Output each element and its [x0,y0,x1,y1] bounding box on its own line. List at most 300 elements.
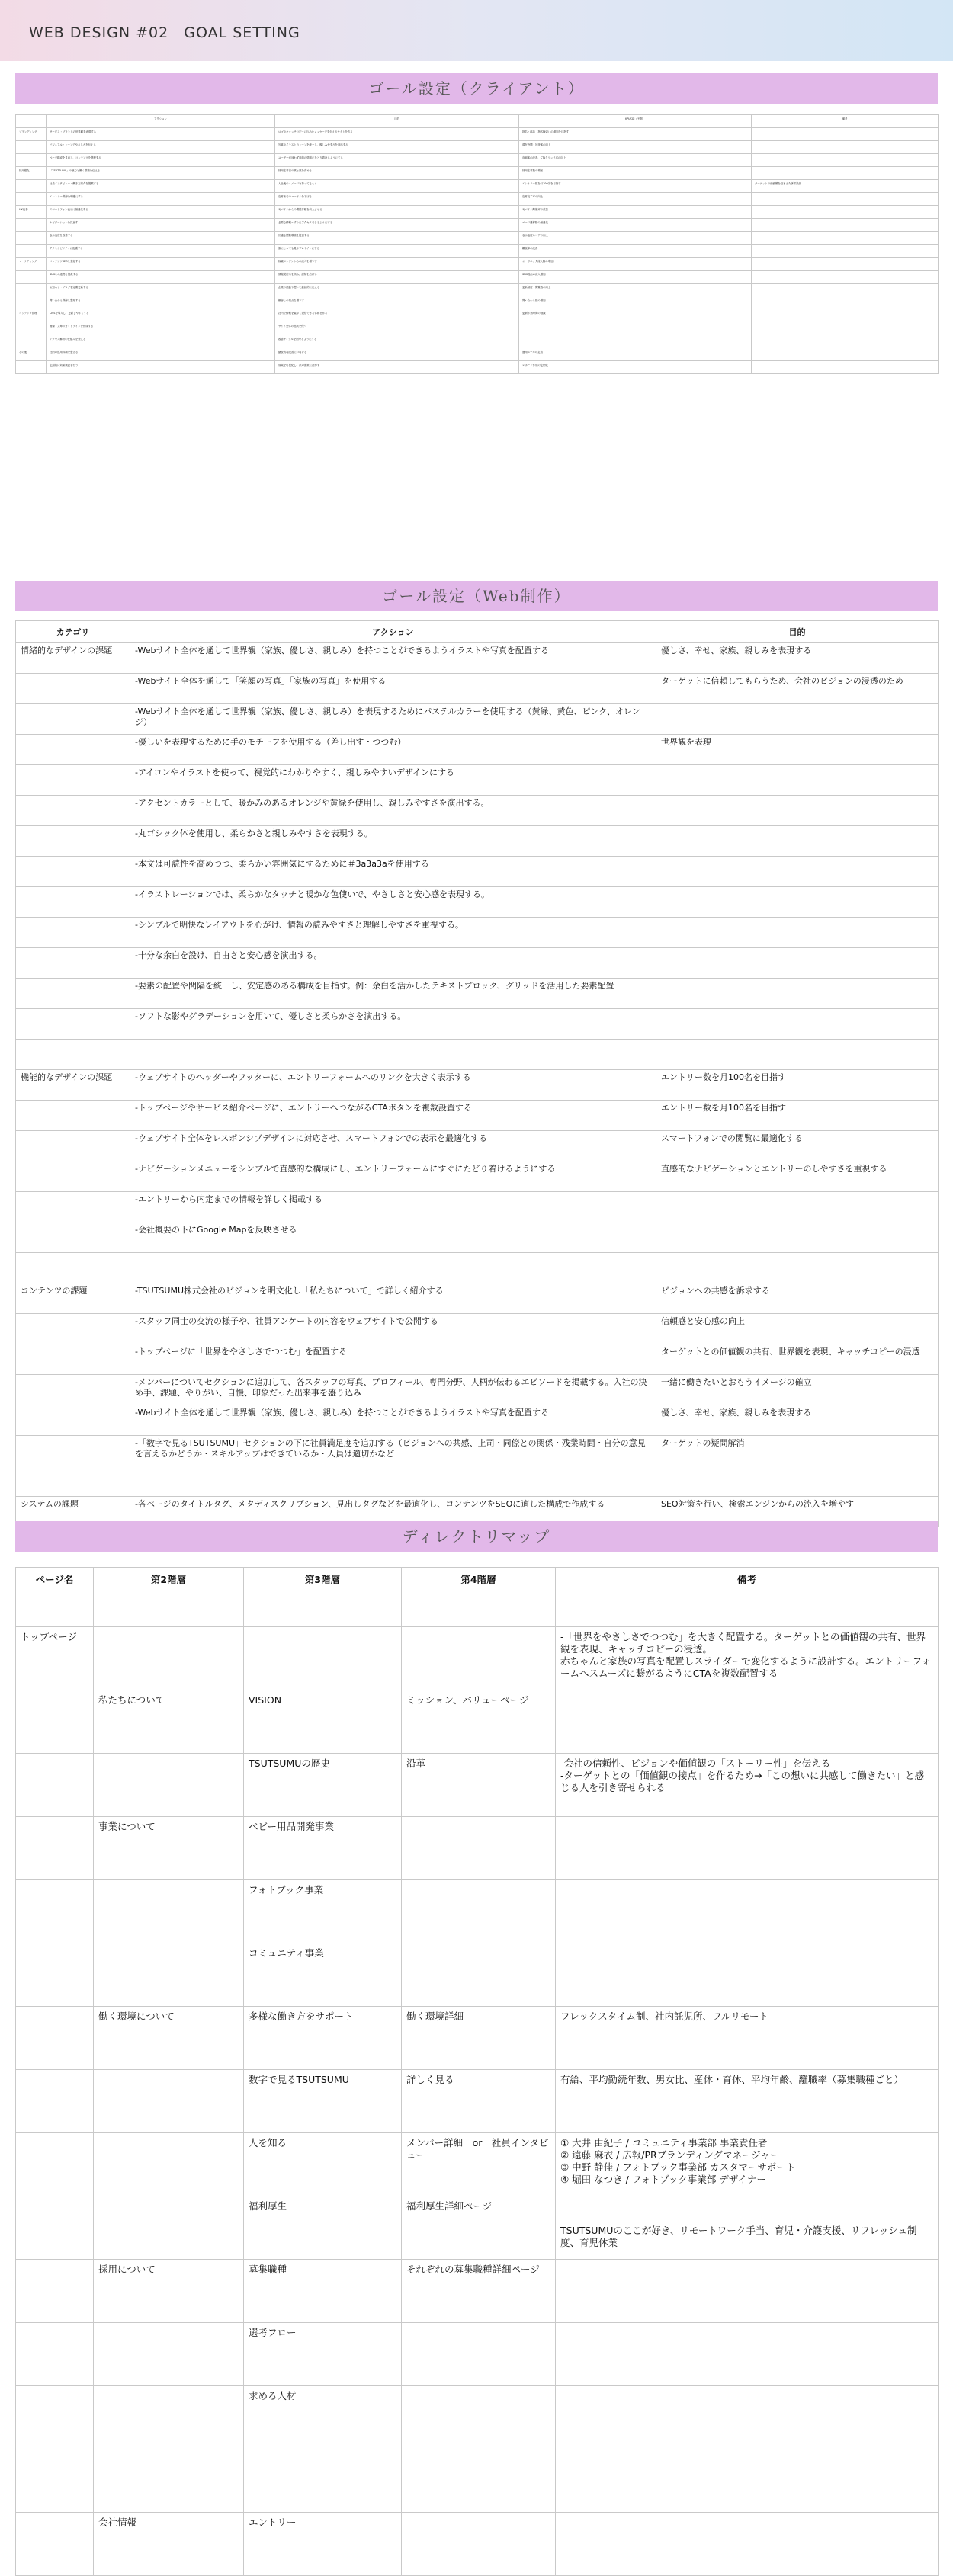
table-cell [16,2196,94,2260]
table-cell: ナビゲーションを見直す [47,219,275,232]
table-cell: コンテンツの課題 [16,1283,130,1314]
table-cell [16,1253,130,1283]
table-cell: フレックスタイム制、社内託児所、フルリモート [556,2007,939,2070]
table-cell [94,1627,244,1690]
table-row [16,1131,939,1161]
table-row [16,1314,939,1344]
table-cell [16,1222,130,1253]
table-cell: 誰にとっても見やすいサイトにする [275,245,519,258]
table-row [16,1627,939,1690]
table-cell [16,1466,130,1497]
table-cell [656,1040,939,1070]
table-cell [16,2513,94,2576]
table-cell: 更新頻度・閲覧数の向上 [519,284,752,296]
table-cell: ターゲットに信頼してもらうため、会社のビジョンの浸透のため [656,674,939,704]
sitemap-section [15,1521,938,2576]
table-row [16,1253,939,1283]
table-cell [752,322,939,335]
table-row [16,2196,939,2260]
table-cell: -各ページのタイトルタグ、メタディスクリプション、見出しタグなどを最適化し、コンテンツをSEOに適した構成で作成する [130,1497,656,1527]
table-cell [519,322,752,335]
table-cell [94,2070,244,2133]
table-cell [556,2323,939,2386]
table-cell: -Webサイト全体を通して「笑顔の写真」「家族の写真」を使用する [130,674,656,704]
table-cell: 働く環境詳細 [402,2007,556,2070]
web-goal-section [15,581,938,1527]
table-cell [16,674,130,704]
table-cell: -アクセントカラーとして、暖かみのあるオレンジや黄緑を使用し、親しみやすさを演出する。 [130,796,656,826]
table-cell [16,322,47,335]
table-cell [16,948,130,979]
table-cell: 働く環境について [94,2007,244,2070]
table-row [16,1009,939,1040]
column-header: アクション [47,115,275,128]
table-cell [16,796,130,826]
column-header [16,115,47,128]
table-cell: -「世界をやさしさでつつむ」を大きく配置する。ターゲットとの価値観の共有、世界観を表現、キャッチコピーの浸透。 赤ちゃんと家族の写真を配置しスライダーで変化するように設計する。エントリーフォームへスムーズに繋がるようにCTAを複数配置する [556,1627,939,1690]
table-row [16,245,939,258]
table-row [16,193,939,206]
table-cell: トップページ [16,1627,94,1690]
table-cell [656,1466,939,1497]
table-cell: 運用ルールの定着 [519,348,752,361]
table-cell [752,141,939,154]
table-cell: 一緒に働きたいとおもうイメージの確立 [656,1375,939,1405]
table-row [16,1466,939,1497]
table-row [16,2513,939,2576]
table-row [16,284,939,296]
page-header [0,0,953,61]
table-cell [656,918,939,948]
table-cell [752,284,939,296]
table-cell: 直帰率の改善、CTAクリック率の向上 [519,154,752,167]
table-cell [752,167,939,180]
table-cell: -優しいを表現するために手のモチーフを使用する（差し出す・つつむ） [130,735,656,765]
table-cell [556,1943,939,2007]
column-header: 第2階層 [94,1568,244,1627]
table-row [16,348,939,361]
table-cell: CMSを導入し、更新しやすくする [47,309,275,322]
table-row [16,1880,939,1943]
table-cell: VISION [244,1690,402,1754]
table-cell: オーガニック流入数の増加 [519,258,752,271]
table-cell [16,1943,94,2007]
table-cell: 情報発信力を高め、認知を広げる [275,271,519,284]
table-cell [402,1817,556,1880]
table-cell [556,1690,939,1754]
table-cell [16,979,130,1009]
table-cell: 継続的な改善につなげる [275,348,519,361]
table-cell: コンテンツ管理 [16,309,47,322]
table-cell: 画像・文章のガイドラインを作成する [47,322,275,335]
table-cell [752,206,939,219]
table-row [16,128,939,141]
table-cell: -アイコンやイラストを使って、視覚的にわかりやすく、親しみやすいデザインにする [130,765,656,796]
table-cell [16,154,47,167]
table-cell [752,258,939,271]
table-cell: -要素の配置や間隔を統一し、安定感のある構成を目指す。例：余白を活かしたテキストブロック、グリッドを活用した要素配置 [130,979,656,1009]
table-cell [16,2449,94,2513]
table-row [16,1817,939,1880]
table-cell [16,1314,130,1344]
table-cell [94,1880,244,1943]
table-cell [16,219,47,232]
table-cell [656,1222,939,1253]
table-cell: 採用応募者の質と数を高める [275,167,519,180]
table-cell: ベビー用品開発事業 [244,1817,402,1880]
table-cell [16,141,47,154]
table-row [16,2449,939,2513]
table-cell [16,1101,130,1131]
table-cell: 求める人材 [244,2386,402,2449]
column-header: 第3階層 [244,1568,402,1627]
table-cell: ページ遷移数の最適化 [519,219,752,232]
sitemap-title: ディレクトリマップ [15,1521,938,1552]
table-cell: それぞれの募集職種詳細ページ [402,2260,556,2323]
table-cell [16,765,130,796]
table-cell [656,704,939,735]
table-cell [752,128,939,141]
table-cell [656,948,939,979]
table-cell [16,1436,130,1466]
table-cell: スマートフォン表示に最適化する [47,206,275,219]
table-cell [402,1627,556,1690]
table-cell [16,918,130,948]
table-row [16,735,939,765]
table-cell: ブランディング [16,128,47,141]
table-cell [16,1690,94,1754]
table-cell [16,1161,130,1192]
table-cell [16,2260,94,2323]
table-cell [16,335,47,348]
table-cell: -トップページやサービス紹介ページに、エントリーへつながるCTAボタンを複数設置する [130,1101,656,1131]
table-cell: 滞在時間・回遊率の向上 [519,141,752,154]
table-cell [244,2449,402,2513]
table-cell: フォトブック事業 [244,1880,402,1943]
table-cell: エントリー導線を明確にする [47,193,275,206]
table-row [16,2070,939,2133]
table-row [16,167,939,180]
table-cell: コンテンツSEOを強化する [47,258,275,271]
table-cell: 応募完了率の向上 [519,193,752,206]
column-header: 備考 [556,1568,939,1627]
table-cell [16,1880,94,1943]
table-cell: モバイルからの閲覧体験を向上させる [275,206,519,219]
table-cell: -ソフトな影やグラデーションを用いて、優しさと柔らかさを演出する。 [130,1009,656,1040]
table-cell: SNSとの連携を強化する [47,271,275,284]
table-row [16,2007,939,2070]
table-cell [556,2449,939,2513]
table-cell: 選考フロー [244,2323,402,2386]
table-row [16,2133,939,2196]
table-cell: -エントリーから内定までの情報を詳しく掲載する [130,1192,656,1222]
table-row [16,1436,939,1466]
table-row [16,1283,939,1314]
sitemap-table [15,1567,939,2576]
table-row [16,2260,939,2323]
table-cell: 採用について [94,2260,244,2323]
column-header: 第4階層 [402,1568,556,1627]
table-row [16,258,939,271]
table-cell [752,348,939,361]
table-cell: 数字で見るTSUTSUMU [244,2070,402,2133]
table-cell: 有給、平均勤続年数、男女比、産休・育休、平均年齢、離職率（募集職種ごと） [556,2070,939,2133]
table-cell [752,232,939,245]
table-cell [16,1009,130,1040]
table-cell [402,1880,556,1943]
table-row [16,141,939,154]
table-row [16,1192,939,1222]
table-cell [16,271,47,284]
table-cell: -十分な余白を設け、自由さと安心感を演出する。 [130,948,656,979]
table-row [16,232,939,245]
table-row [16,1222,939,1253]
table-cell: 企業の活動や想いを継続的に伝える [275,284,519,296]
table-cell: ミッション、バリューページ [402,1690,556,1754]
table-cell: 沿革 [402,1754,556,1817]
table-row [16,1754,939,1817]
table-cell [94,2133,244,2196]
table-cell [16,1131,130,1161]
table-cell [94,2386,244,2449]
table-row [16,887,939,918]
column-header: KPI/KGI（予測） [519,115,752,128]
column-header: アクション [130,621,656,643]
table-cell [752,219,939,232]
table-cell [556,2513,939,2576]
table-cell [16,193,47,206]
table-row [16,2323,939,2386]
table-cell [16,2133,94,2196]
table-cell: 改善サイクルを回せるようにする [275,335,519,348]
table-cell [16,1375,130,1405]
table-cell: ビジョンへの共感を訴求する [656,1283,939,1314]
table-cell: 採用強化 [16,167,47,180]
table-cell [556,2260,939,2323]
table-cell: -会社概要の下にGoogle Mapを反映させる [130,1222,656,1253]
table-cell [752,296,939,309]
table-cell: -ナビゲーションメニューをシンプルで直感的な構成にし、エントリーフォームにすぐにたどり着けるようにする [130,1161,656,1192]
table-cell: スマートフォンでの閲覧に最適化する [656,1131,939,1161]
table-row [16,1040,939,1070]
table-cell: 情緒的なデザインの課題 [16,643,130,674]
table-cell: SEO対策を行い、検索エンジンからの流入を増やす [656,1497,939,1527]
table-cell: UX改善 [16,206,47,219]
table-cell [130,1040,656,1070]
table-cell: -Webサイト全体を通して世界観（家族、優しさ、親しみ）を表現するためにパステルカラーを使用する（黄緑、黄色、ピンク、オレンジ） [130,704,656,735]
table-row [16,180,939,193]
table-cell: -トップページに「世界をやさしさでつつむ」を配置する [130,1344,656,1375]
table-cell [656,796,939,826]
table-cell: アクセス解析の仕組みを整える [47,335,275,348]
table-row [16,335,939,348]
table-row [16,271,939,284]
table-cell: エントリー [244,2513,402,2576]
table-cell: 応募までのハードルを下げる [275,193,519,206]
table-cell: 優しさ、幸せ、家族、親しみを表現する [656,643,939,674]
table-cell: 福利厚生詳細ページ [402,2196,556,2260]
table-cell [16,1754,94,1817]
table-row [16,1070,939,1101]
table-row [16,1405,939,1436]
column-header: カテゴリ [16,621,130,643]
table-row [16,322,939,335]
table-cell: -丸ゴシック体を使用し、柔らかさと親しみやすさを表現する。 [130,826,656,857]
table-cell: コミュニティ事業 [244,1943,402,2007]
table-cell: 顧客との接点を増やす [275,296,519,309]
table-cell: エントリー数を月100名を目指す [519,180,752,193]
table-cell: SNS経由の流入増加 [519,271,752,284]
table-cell: 世界観を表現 [656,735,939,765]
web-goal-title: ゴール設定（Web制作） [15,581,938,611]
table-cell: 定期的に効果検証を行う [47,361,275,374]
table-cell: 表示速度を改善する [47,232,275,245]
table-cell [16,2323,94,2386]
table-row [16,765,939,796]
table-cell [752,154,939,167]
table-cell [656,857,939,887]
table-row [16,918,939,948]
table-cell: その他 [16,348,47,361]
table-cell [656,1009,939,1040]
table-cell [16,1040,130,1070]
column-header: 目的 [656,621,939,643]
page-title: WEB DESIGN #02 GOAL SETTING [29,24,300,41]
table-cell [16,1344,130,1375]
table-cell [752,361,939,374]
table-cell: 入社後のイメージを持ってもらう [275,180,519,193]
table-cell [16,361,47,374]
table-cell [402,2513,556,2576]
table-cell: 福利厚生 [244,2196,402,2260]
table-cell: エントリー数を月100名を目指す [656,1070,939,1101]
table-cell [752,193,939,206]
table-cell [752,271,939,284]
table-row [16,796,939,826]
table-cell [656,765,939,796]
table-row [16,1943,939,2007]
table-row [16,219,939,232]
table-cell [752,335,939,348]
table-cell [16,1192,130,1222]
table-row [16,1690,939,1754]
table-cell: TSUTSUMUのここが好き、リモートワーク手当、育児・介護支援、リフレッシュ制度、育児休業 [556,2196,939,2260]
table-row [16,826,939,857]
table-cell [94,1754,244,1817]
table-cell: 社内で情報を素早く発信できる体制を作る [275,309,519,322]
table-cell: TSUTSUMUの歴史 [244,1754,402,1817]
client-goal-title: ゴール設定（クライアント） [15,73,938,104]
table-row [16,857,939,887]
table-cell: サービス・ブランドの世界観を表現する [47,128,275,141]
table-cell: -イラストレーションでは、柔らかなタッチと暖かな色使いで、やさしさと安心感を表現する。 [130,887,656,918]
table-cell: 快適な閲覧環境を提供する [275,232,519,245]
table-cell [519,335,752,348]
table-cell [130,1466,656,1497]
table-cell [16,296,47,309]
table-cell: -本文は可読性を高めつつ、柔らかい雰囲気にするために＃3a3a3aを使用する [130,857,656,887]
table-cell: サイト全体の品質を保つ [275,322,519,335]
web-goal-table [15,620,939,1527]
table-cell [402,1943,556,2007]
table-cell: ページ構成を見直し、コンテンツを整理する [47,154,275,167]
table-cell [16,704,130,735]
table-cell: -Webサイト全体を通して世界観（家族、優しさ、親しみ）を持つことができるようイラストや写真を配置する [130,643,656,674]
table-cell [16,1817,94,1880]
table-cell [16,284,47,296]
table-cell: -ウェブサイト全体をレスポンシブデザインに対応させ、スマートフォンでの表示を最適化する [130,1131,656,1161]
table-cell: 離脱率の改善 [519,245,752,258]
table-cell: 採用応募数の増加 [519,167,752,180]
table-cell [16,232,47,245]
table-cell: 成果を可視化し、次の施策に活かす [275,361,519,374]
table-cell: 直感的なナビゲーションとエントリーのしやすさを重視する [656,1161,939,1192]
table-cell: -メンバーについてセクションに追加して、各スタッフの写真、プロフィール、専門分野、人柄が伝わるエピソードを掲載する。入社の決め手、課題、やりがい、自慢、印象だった出来事を盛り込み [130,1375,656,1405]
table-row [16,296,939,309]
table-cell: 私たちについて [94,1690,244,1754]
table-cell [402,2386,556,2449]
table-cell [402,2323,556,2386]
table-cell [556,2386,939,2449]
table-cell: 優しさ、幸せ、家族、親しみを表現する [656,1405,939,1436]
table-cell: お知らせ・ブログを定期更新する [47,284,275,296]
table-cell: 社内の運用体制を整える [47,348,275,361]
table-cell: 募集職種 [244,2260,402,2323]
table-row [16,674,939,704]
table-cell: -Webサイト全体を通して世界観（家族、優しさ、親しみ）を持つことができるようイラストや写真を配置する [130,1405,656,1436]
table-cell [16,857,130,887]
table-cell: 更新作業時間の削減 [519,309,752,322]
table-cell: 「TSUTSUMU」の魅力と働く環境を伝える [47,167,275,180]
table-cell [656,826,939,857]
client-goal-section [15,73,938,374]
table-row [16,1161,939,1192]
table-row [16,1101,939,1131]
table-cell: -会社の信頼性、ビジョンや価値観の「ストーリー性」を伝える -ターゲットとの「価値観の接点」を作るため→「この想いに共感して働きたい」と感じる人を引き寄せられる [556,1754,939,1817]
table-cell: -シンプルで明快なレイアウトを心がけ、情報の読みやすさと理解しやすさを重視する。 [130,918,656,948]
table-cell [94,2449,244,2513]
table-row [16,2386,939,2449]
table-cell: 必要な情報へすぐにアクセスできるようにする [275,219,519,232]
table-cell [130,1253,656,1283]
table-cell [656,979,939,1009]
table-cell: -スタッフ同士の交流の様子や、社員アンケートの内容をウェブサイトで公開する [130,1314,656,1344]
table-cell: システムの課題 [16,1497,130,1527]
table-cell [16,180,47,193]
table-row [16,206,939,219]
table-cell [402,2449,556,2513]
table-cell: ターゲットとの価値観の共有、世界観を表現、キャッチコピーの浸透 [656,1344,939,1375]
table-cell: ユーザーが迷わず目的の情報にたどり着けるようにする [275,154,519,167]
column-header: ページ名 [16,1568,94,1627]
table-cell [94,2196,244,2260]
table-cell [16,2007,94,2070]
table-row [16,704,939,735]
table-cell [656,887,939,918]
table-cell: ビジュアル・トーンでやさしさを伝える [47,141,275,154]
table-cell: 表示速度スコアの向上 [519,232,752,245]
table-row [16,1375,939,1405]
table-cell: -ウェブサイトのヘッダーやフッターに、エントリーフォームへのリンクを大きく表示する [130,1070,656,1101]
table-cell: -「数字で見るTSUTSUMU」セクションの下に社員満足度を追加する（ビジョンへの共感、上司・同僚との関係・残業時間・自分の意見を言えるかどうか・スキルアップはできているか・人員は適切かなど [130,1436,656,1466]
table-cell: レポート作成の定例化 [519,361,752,374]
table-cell: 写真やイラストのトーンを統一し、親しみやすさを演出する [275,141,519,154]
table-row [16,1344,939,1375]
table-row [16,948,939,979]
table-cell: 信頼感と安心感の向上 [656,1314,939,1344]
table-cell: メンバー詳細 or 社員インタビュー [402,2133,556,2196]
table-cell [244,1627,402,1690]
